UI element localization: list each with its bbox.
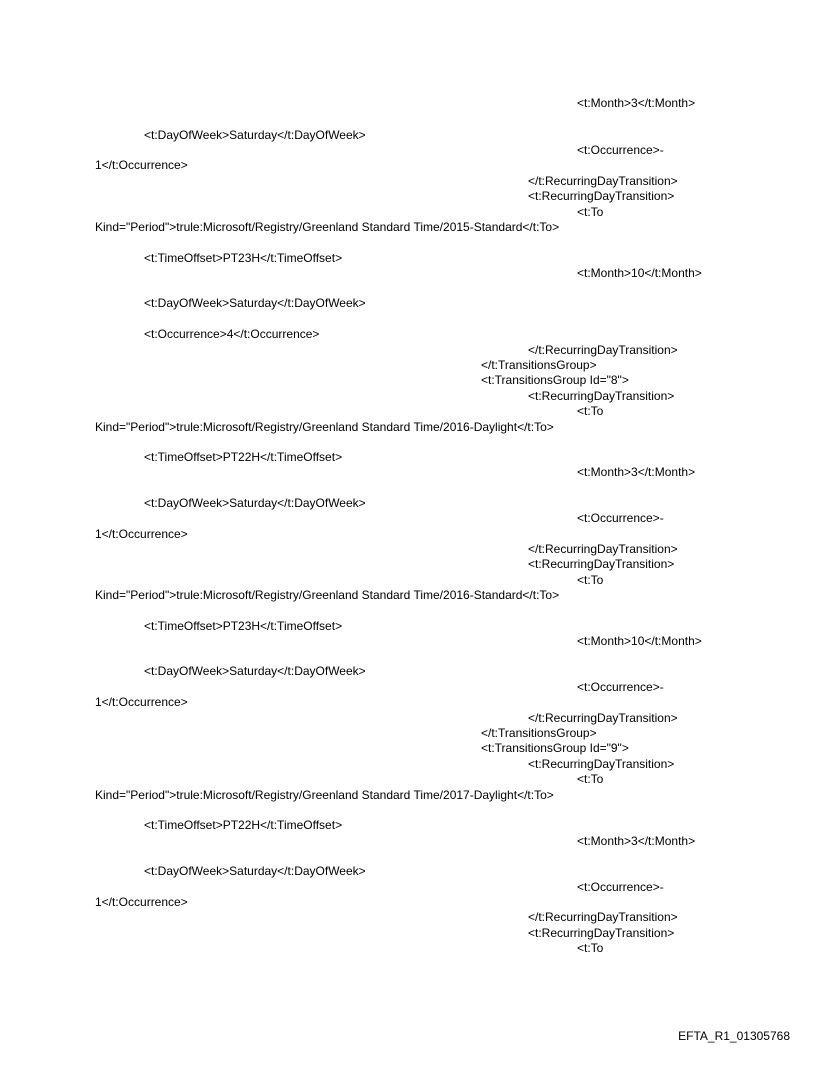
xml-line: 1</t:Occurrence> (95, 527, 188, 541)
xml-line: <t:Occurrence>- (577, 680, 664, 694)
xml-line: </t:RecurringDayTransition> (528, 711, 678, 725)
xml-line: 1</t:Occurrence> (95, 158, 188, 172)
xml-line: <t:TransitionsGroup Id="9"> (481, 741, 629, 755)
xml-line: <t:Month>10</t:Month> (577, 634, 702, 648)
xml-line: <t:RecurringDayTransition> (528, 557, 675, 571)
xml-line: <t:DayOfWeek>Saturday</t:DayOfWeek> (144, 496, 366, 510)
xml-line: </t:RecurringDayTransition> (528, 174, 678, 188)
xml-line: <t:TimeOffset>PT23H</t:TimeOffset> (144, 251, 343, 265)
xml-line: </t:RecurringDayTransition> (528, 910, 678, 924)
xml-line: <t:TimeOffset>PT23H</t:TimeOffset> (144, 619, 343, 633)
xml-line: 1</t:Occurrence> (95, 895, 188, 909)
xml-line: Kind="Period">trule:Microsoft/Registry/Greenland Standard Time/2016-Daylight</t:To> (95, 420, 554, 434)
xml-line: <t:Occurrence>- (577, 143, 664, 157)
xml-line: <t:DayOfWeek>Saturday</t:DayOfWeek> (144, 296, 366, 310)
xml-line: Kind="Period">trule:Microsoft/Registry/Greenland Standard Time/2017-Daylight</t:To> (95, 788, 554, 802)
xml-line: <t:Month>3</t:Month> (577, 465, 696, 479)
xml-line: <t:To (577, 772, 604, 786)
xml-line: <t:DayOfWeek>Saturday</t:DayOfWeek> (144, 664, 366, 678)
xml-line: <t:To (577, 573, 604, 587)
xml-line: <t:Month>10</t:Month> (577, 266, 702, 280)
xml-line: <t:Month>3</t:Month> (577, 834, 696, 848)
xml-line: <t:Occurrence>4</t:Occurrence> (144, 327, 320, 341)
xml-line: <t:To (577, 404, 604, 418)
xml-line: <t:Month>3</t:Month> (577, 96, 696, 110)
xml-line: <t:TimeOffset>PT22H</t:TimeOffset> (144, 818, 343, 832)
xml-line: <t:DayOfWeek>Saturday</t:DayOfWeek> (144, 128, 366, 142)
xml-line: </t:RecurringDayTransition> (528, 542, 678, 556)
xml-line: <t:TimeOffset>PT22H</t:TimeOffset> (144, 450, 343, 464)
xml-line: 1</t:Occurrence> (95, 695, 188, 709)
xml-line: </t:RecurringDayTransition> (528, 343, 678, 357)
xml-line: <t:To (577, 205, 604, 219)
xml-line: <t:Occurrence>- (577, 880, 664, 894)
xml-line: <t:To (577, 941, 604, 955)
xml-line: <t:RecurringDayTransition> (528, 757, 675, 771)
xml-line: <t:Occurrence>- (577, 511, 664, 525)
xml-line: </t:TransitionsGroup> (481, 726, 597, 740)
xml-line: </t:TransitionsGroup> (481, 358, 597, 372)
xml-line: Kind="Period">trule:Microsoft/Registry/Greenland Standard Time/2015-Standard</t:To> (95, 220, 560, 234)
xml-line: <t:RecurringDayTransition> (528, 189, 675, 203)
xml-line: Kind="Period">trule:Microsoft/Registry/Greenland Standard Time/2016-Standard</t:To> (95, 588, 560, 602)
xml-line: <t:TransitionsGroup Id="8"> (481, 373, 629, 387)
xml-line: <t:RecurringDayTransition> (528, 926, 675, 940)
xml-line: <t:RecurringDayTransition> (528, 389, 675, 403)
xml-line: <t:DayOfWeek>Saturday</t:DayOfWeek> (144, 864, 366, 878)
document-id-footer: EFTA_R1_01305768 (678, 1029, 790, 1043)
